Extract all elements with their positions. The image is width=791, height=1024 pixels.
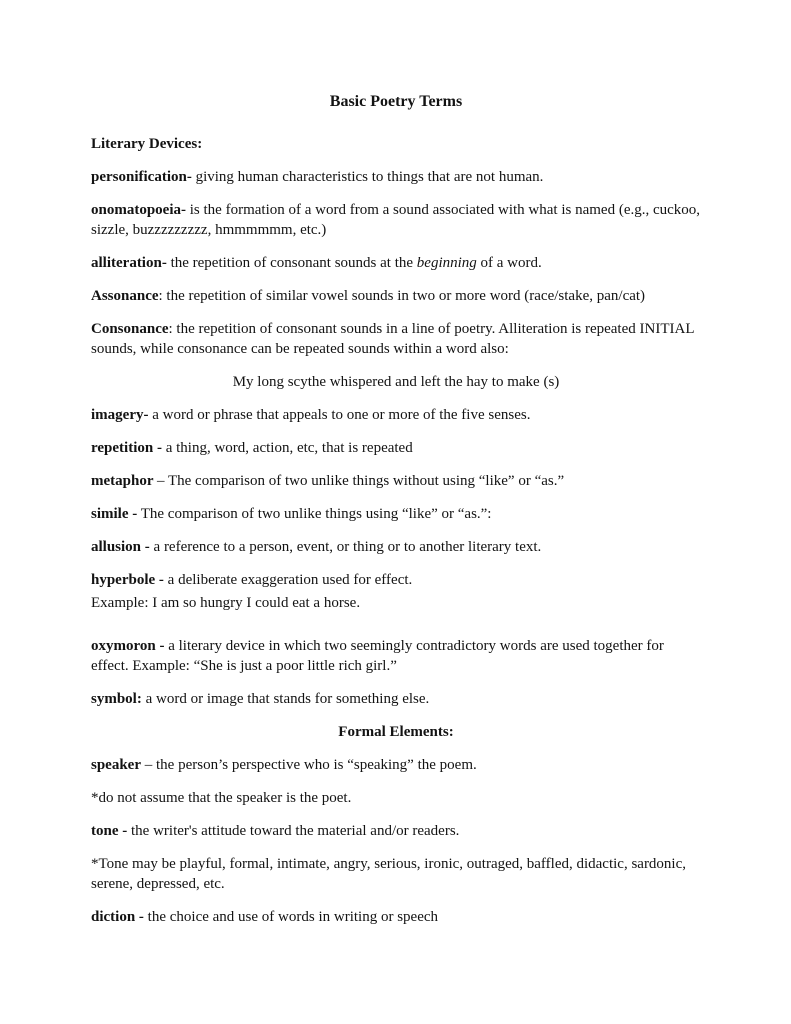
text-segment: a deliberate exaggeration used for effect. xyxy=(163,572,413,588)
text-segment: *do not assume that the speaker is the poet. xyxy=(91,790,352,806)
heading-literary-devices xyxy=(91,134,701,154)
text-segment: – the person’s perspective who is “speaking” the poem. xyxy=(141,757,477,773)
text-segment: alliteration- xyxy=(91,255,167,271)
text-segment: Example: I am so hungry I could eat a horse. xyxy=(91,595,361,611)
term-allusion xyxy=(91,537,701,557)
term-consonance xyxy=(91,319,701,359)
tone-note-line xyxy=(91,854,701,894)
text-segment: of a word. xyxy=(476,255,542,271)
text-segment: Formal Elements: xyxy=(338,724,454,740)
term-alliteration xyxy=(91,253,701,273)
text-segment: diction - xyxy=(91,909,144,925)
text-segment: a word or image that stands for something else. xyxy=(141,691,430,707)
term-hyperbole xyxy=(91,570,701,590)
text-segment: the repetition of consonant sounds at the xyxy=(166,255,417,271)
text-segment: the writer's attitude toward the material and/or readers. xyxy=(127,823,460,839)
text-segment: oxymoron - xyxy=(91,638,165,654)
text-segment: Consonance xyxy=(91,321,169,337)
term-symbol xyxy=(91,689,701,709)
text-segment: a word or phrase that appeals to one or more of the five senses. xyxy=(148,407,531,423)
text-segment: imagery- xyxy=(91,407,149,423)
text-segment: speaker xyxy=(91,757,141,773)
term-onomatopoeia xyxy=(91,200,701,240)
text-segment: tone - xyxy=(91,823,128,839)
term-simile xyxy=(91,504,701,524)
text-segment: a reference to a person, event, or thing or to another literary text. xyxy=(149,539,542,555)
text-segment: onomatopoeia- xyxy=(91,202,186,218)
hyperbole-example-line xyxy=(91,593,701,613)
text-segment: the choice and use of words in writing or speech xyxy=(143,909,439,925)
text-segment: allusion - xyxy=(91,539,150,555)
text-segment: : the repetition of consonant sounds in a line of poetry. Alliteration is repeated INITIAL sounds, while consonance can be repeated sounds within a word also: xyxy=(91,321,694,357)
text-segment: Literary Devices: xyxy=(91,136,203,152)
text-segment: : the repetition of similar vowel sounds in two or more word (race/stake, pan/cat) xyxy=(158,288,646,304)
page-title: Basic Poetry Terms xyxy=(329,93,463,110)
heading-formal-elements xyxy=(91,722,701,742)
text-segment: beginning xyxy=(416,255,477,271)
term-imagery xyxy=(91,405,701,425)
text-segment: Assonance xyxy=(91,288,159,304)
term-diction xyxy=(91,907,701,927)
speaker-note-line xyxy=(91,788,701,808)
term-repetition xyxy=(91,438,701,458)
term-metaphor xyxy=(91,471,701,491)
text-segment: giving human characteristics to things that are not human. xyxy=(191,169,544,185)
text-segment: simile - xyxy=(91,506,138,522)
text-segment: metaphor xyxy=(91,473,157,489)
text-segment: *Tone may be playful, formal, intimate, angry, serious, ironic, outraged, baffled, didactic, sardonic, serene, depressed, etc. xyxy=(91,856,687,892)
text-segment: hyperbole - xyxy=(91,572,164,588)
text-segment: The comparison of two unlike things using “like” or “as.”: xyxy=(137,506,492,522)
text-segment: is the formation of a word from a sound associated with what is named (e.g., cuckoo, sizzle, buzzzzzzzzz, hmmmmmm, etc.) xyxy=(91,202,701,238)
text-segment: repetition - xyxy=(91,440,162,456)
consonance-example-line xyxy=(91,372,701,392)
term-assonance xyxy=(91,286,701,306)
text-segment: – The comparison of two unlike things without using “like” or “as.” xyxy=(156,473,565,489)
text-segment: a literary device in which two seemingly contradictory words are used together for effect. Example: “She is just a poor little rich girl.” xyxy=(91,638,664,674)
term-personification xyxy=(91,167,701,187)
term-speaker xyxy=(91,755,701,775)
document-body xyxy=(91,134,701,927)
text-segment: a thing, word, action, etc, that is repeated xyxy=(161,440,413,456)
term-oxymoron xyxy=(91,636,701,676)
text-segment: My long scythe whispered and left the hay to make (s) xyxy=(232,374,560,390)
text-segment: personification- xyxy=(91,169,192,185)
text-segment: symbol: xyxy=(91,691,142,707)
term-tone xyxy=(91,821,701,841)
